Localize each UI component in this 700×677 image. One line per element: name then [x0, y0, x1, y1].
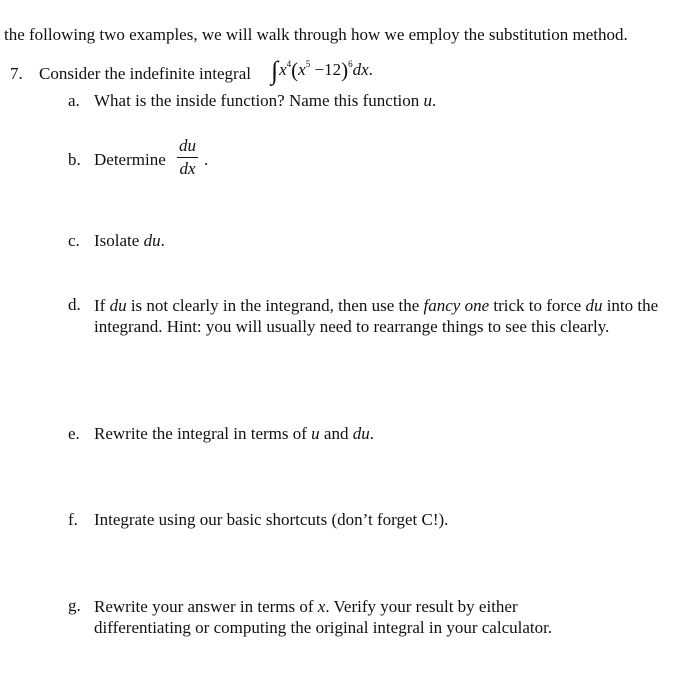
constant-12: 12 — [324, 60, 342, 79]
problem-lead: Consider the indefinite integral — [39, 64, 251, 83]
part-g-text-1: Rewrite your answer in terms of — [94, 597, 318, 616]
part-a — [0, 91, 700, 113]
part-e-and: and — [319, 424, 353, 443]
part-b-label: b. — [68, 150, 81, 169]
part-a-label: a. — [68, 91, 80, 110]
fraction-denominator: dx — [179, 159, 196, 178]
part-f-text: Integrate using our basic shortcuts (don’t forget C!). — [94, 510, 449, 529]
exponent-5: 5 — [305, 59, 311, 69]
part-e-instruction: Rewrite the integral in terms of — [94, 424, 312, 443]
part-d-label: d. — [68, 295, 81, 314]
part-d-du-1: du — [109, 296, 127, 315]
part-e — [0, 424, 700, 446]
open-paren: ( — [291, 58, 299, 82]
part-d-du-2: du — [585, 296, 603, 315]
minus-sign: − — [314, 60, 325, 79]
part-d-text-3: trick to force — [489, 296, 586, 315]
exponent-4: 4 — [286, 59, 292, 69]
part-c-end: . — [160, 231, 165, 250]
part-a-end: . — [432, 91, 437, 110]
close-paren: ) — [341, 58, 349, 82]
part-a-text — [94, 91, 436, 111]
part-g-text — [94, 596, 604, 638]
part-d — [0, 294, 700, 360]
integral-dx: dx — [352, 60, 369, 79]
part-a-variable: u — [423, 91, 433, 110]
part-c-instruction: Isolate — [94, 231, 144, 250]
part-c-variable: du — [143, 231, 161, 250]
integral-x: x — [279, 60, 287, 79]
part-d-fancy-one: fancy one — [423, 296, 490, 315]
part-d-text-2: is not clearly in the integrand, then use the — [126, 296, 424, 315]
part-g-text-2: . Verify your result by either differentiating or computing the original integral in your calculator. — [94, 597, 553, 637]
integral-expression — [271, 56, 373, 85]
part-f-label: f. — [68, 510, 78, 529]
part-c — [0, 231, 700, 253]
part-d-text-4: into the integrand. Hint: you will usually need to rearrange things to see this clearly. — [94, 296, 659, 336]
part-b-end: . — [204, 150, 209, 169]
derivative-fraction — [173, 137, 198, 178]
integral-x-inner: x — [298, 60, 306, 79]
exponent-6: 6 — [348, 59, 353, 69]
fraction — [177, 137, 198, 178]
part-e-label: e. — [68, 424, 80, 443]
part-g-label: g. — [68, 596, 81, 615]
part-a-question: What is the inside function? Name this function — [94, 91, 424, 110]
integral-period: . — [368, 60, 373, 79]
part-f — [0, 510, 700, 532]
part-e-u: u — [311, 424, 320, 443]
part-d-text — [94, 295, 664, 337]
part-b — [0, 135, 700, 185]
part-c-label: c. — [68, 231, 80, 250]
part-e-du: du — [352, 424, 370, 443]
fraction-numerator: du — [177, 137, 198, 158]
part-g — [0, 596, 700, 642]
intro-text: the following two examples, we will walk through how we employ the substitution method. — [4, 25, 628, 44]
integral-sign: ∫ — [271, 56, 279, 85]
part-g-x: x — [317, 597, 326, 616]
problem-number: 7. — [10, 64, 23, 83]
part-c-text — [94, 231, 165, 251]
part-d-text-1: If — [94, 296, 110, 315]
part-e-text — [94, 424, 374, 444]
problem-7 — [0, 56, 700, 87]
part-e-end: . — [369, 424, 374, 443]
part-b-text: Determine — [94, 150, 166, 169]
